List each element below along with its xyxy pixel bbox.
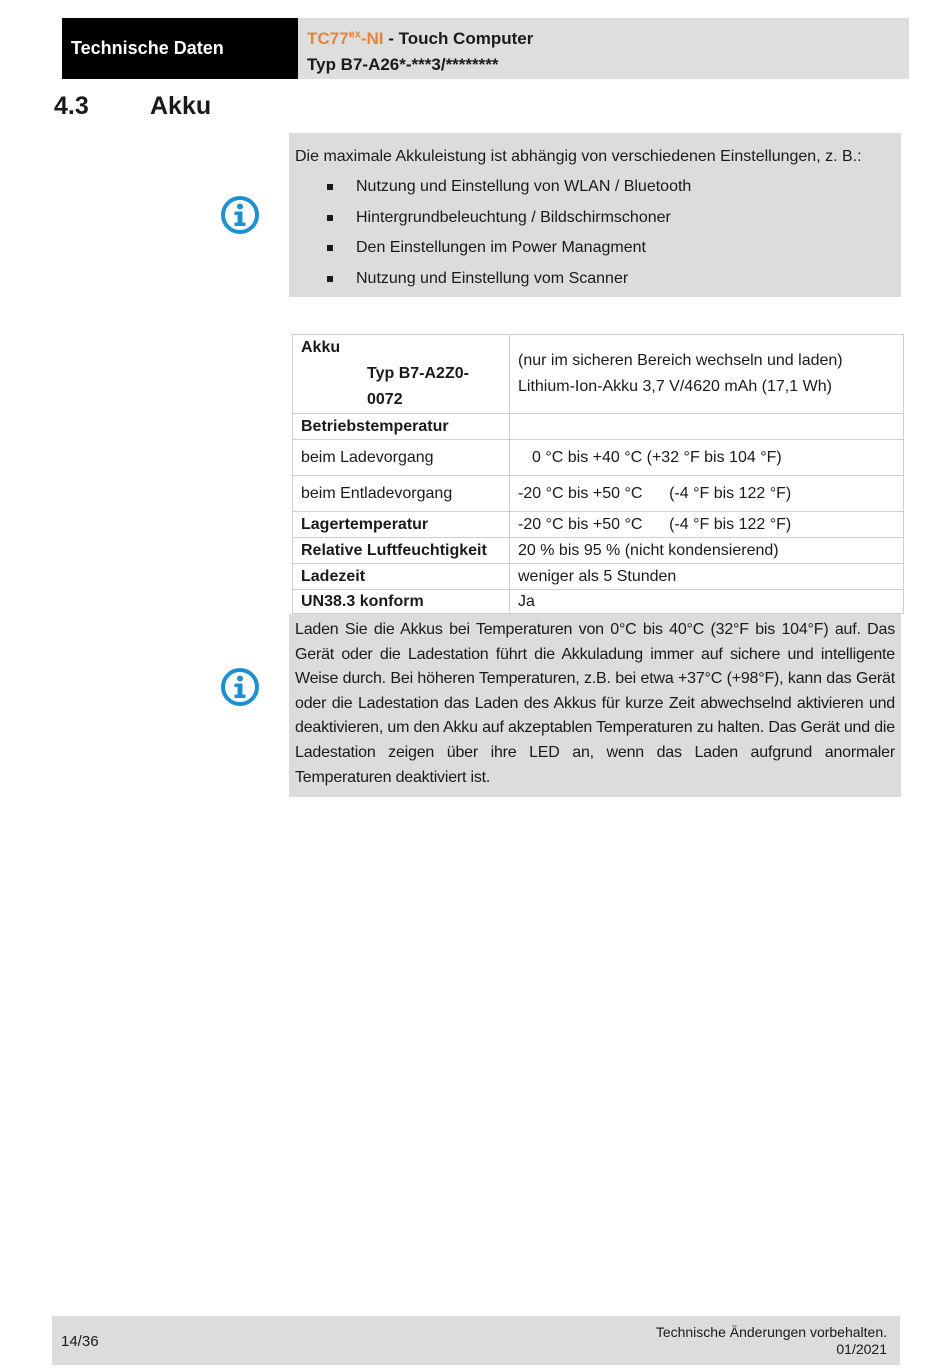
bullet-square-icon [327, 184, 333, 190]
ladezeit-value: weniger als 5 Stunden [510, 564, 904, 590]
table-row [293, 335, 904, 414]
header-section-label: Technische Daten [62, 18, 298, 79]
akku-note: (nur im sicheren Bereich wechseln und laden) [518, 352, 843, 369]
product-type: Typ B7-A26*-***3/******** [307, 55, 499, 74]
note-list [295, 172, 895, 294]
footer-disclaimer: Technische Änderungen vorbehalten. [655, 1324, 887, 1340]
product-title [307, 26, 909, 52]
entlade-value: -20 °C bis +50 °C (-4 °F bis 122 °F) [510, 476, 904, 512]
product-suffix: -NI [360, 29, 384, 48]
page-number: 14/36 [61, 1333, 99, 1350]
lager-label: Lagertemperatur [293, 512, 510, 538]
akku-label: Akku [301, 339, 341, 356]
list-item: Den Einstellungen im Power Managment [295, 233, 895, 264]
table-row [293, 590, 904, 614]
table-row [293, 440, 904, 476]
un-label: UN38.3 konform [293, 590, 510, 614]
list-item: Nutzung und Einstellung von WLAN / Bluetooth [295, 172, 895, 203]
product-desc: - Touch Computer [383, 29, 534, 48]
footer-date: 01/2021 [836, 1341, 887, 1357]
entlade-label: beim Entladevorgang [293, 476, 510, 512]
list-item: Hintergrundbeleuchtung / Bildschirmschoner [295, 203, 895, 234]
feucht-value: 20 % bis 95 % (nicht kondensierend) [510, 538, 904, 564]
bullet-square-icon [327, 245, 333, 251]
header-product [298, 18, 909, 79]
lade-value: 0 °C bis +40 °C (+32 °F bis 104 °F) [510, 440, 904, 476]
lade-label: beim Ladevorgang [293, 440, 510, 476]
battery-performance-note [289, 133, 901, 297]
charging-temperature-note: Laden Sie die Akkus bei Temperaturen von 0°C bis 40°C (32°F bis 104°F) auf. Das Gerät oder die Ladestation führt die Akkuladung immer auf sichere und intelligente Weise durch. Bei höheren Temperaturen, z.B. bei etwa +37°C (+98°F), kann das Gerät oder die Ladestation das Laden des Akkus für kurze Zeit abwechselnd aktivieren und deaktivieren, um den Akku auf akzeptablen Temperaturen zu halten. Das Gerät und die Ladestation zeigen über ihre LED an, wenn das Laden aufgrund anormaler Temperaturen deaktiviert ist. [289, 614, 901, 797]
table-row [293, 538, 904, 564]
bullet-square-icon [327, 215, 333, 221]
lager-value: -20 °C bis +50 °C (-4 °F bis 122 °F) [510, 512, 904, 538]
product-name: TC77 [307, 29, 349, 48]
typ-value: Lithium-Ion-Akku 3,7 V/4620 mAh (17,1 Wh) [518, 378, 832, 395]
table-row [293, 564, 904, 590]
info-icon [220, 667, 260, 707]
section-number: 4.3 [54, 92, 89, 120]
typ-label: Typ B7-A2Z0-0072 [367, 365, 469, 408]
feucht-label: Relative Luftfeuchtigkeit [293, 538, 510, 564]
page-footer [52, 1316, 900, 1365]
section-title: Akku [150, 92, 212, 120]
info-icon [220, 195, 260, 235]
battery-spec-table [292, 334, 904, 614]
section-heading [54, 92, 211, 121]
table-row [293, 476, 904, 512]
table-row [293, 414, 904, 440]
product-sup: ex [348, 28, 361, 41]
betrieb-label: Betriebstemperatur [293, 414, 510, 440]
bullet-square-icon [327, 276, 333, 282]
list-item: Nutzung und Einstellung vom Scanner [295, 264, 895, 295]
un-value: Ja [510, 590, 904, 614]
page-header [62, 18, 909, 79]
table-row [293, 512, 904, 538]
ladezeit-label: Ladezeit [293, 564, 510, 590]
footer-right [656, 1324, 887, 1358]
note-intro: Die maximale Akkuleistung ist abhängig von verschiedenen Einstellungen, z. B.: [295, 148, 862, 165]
